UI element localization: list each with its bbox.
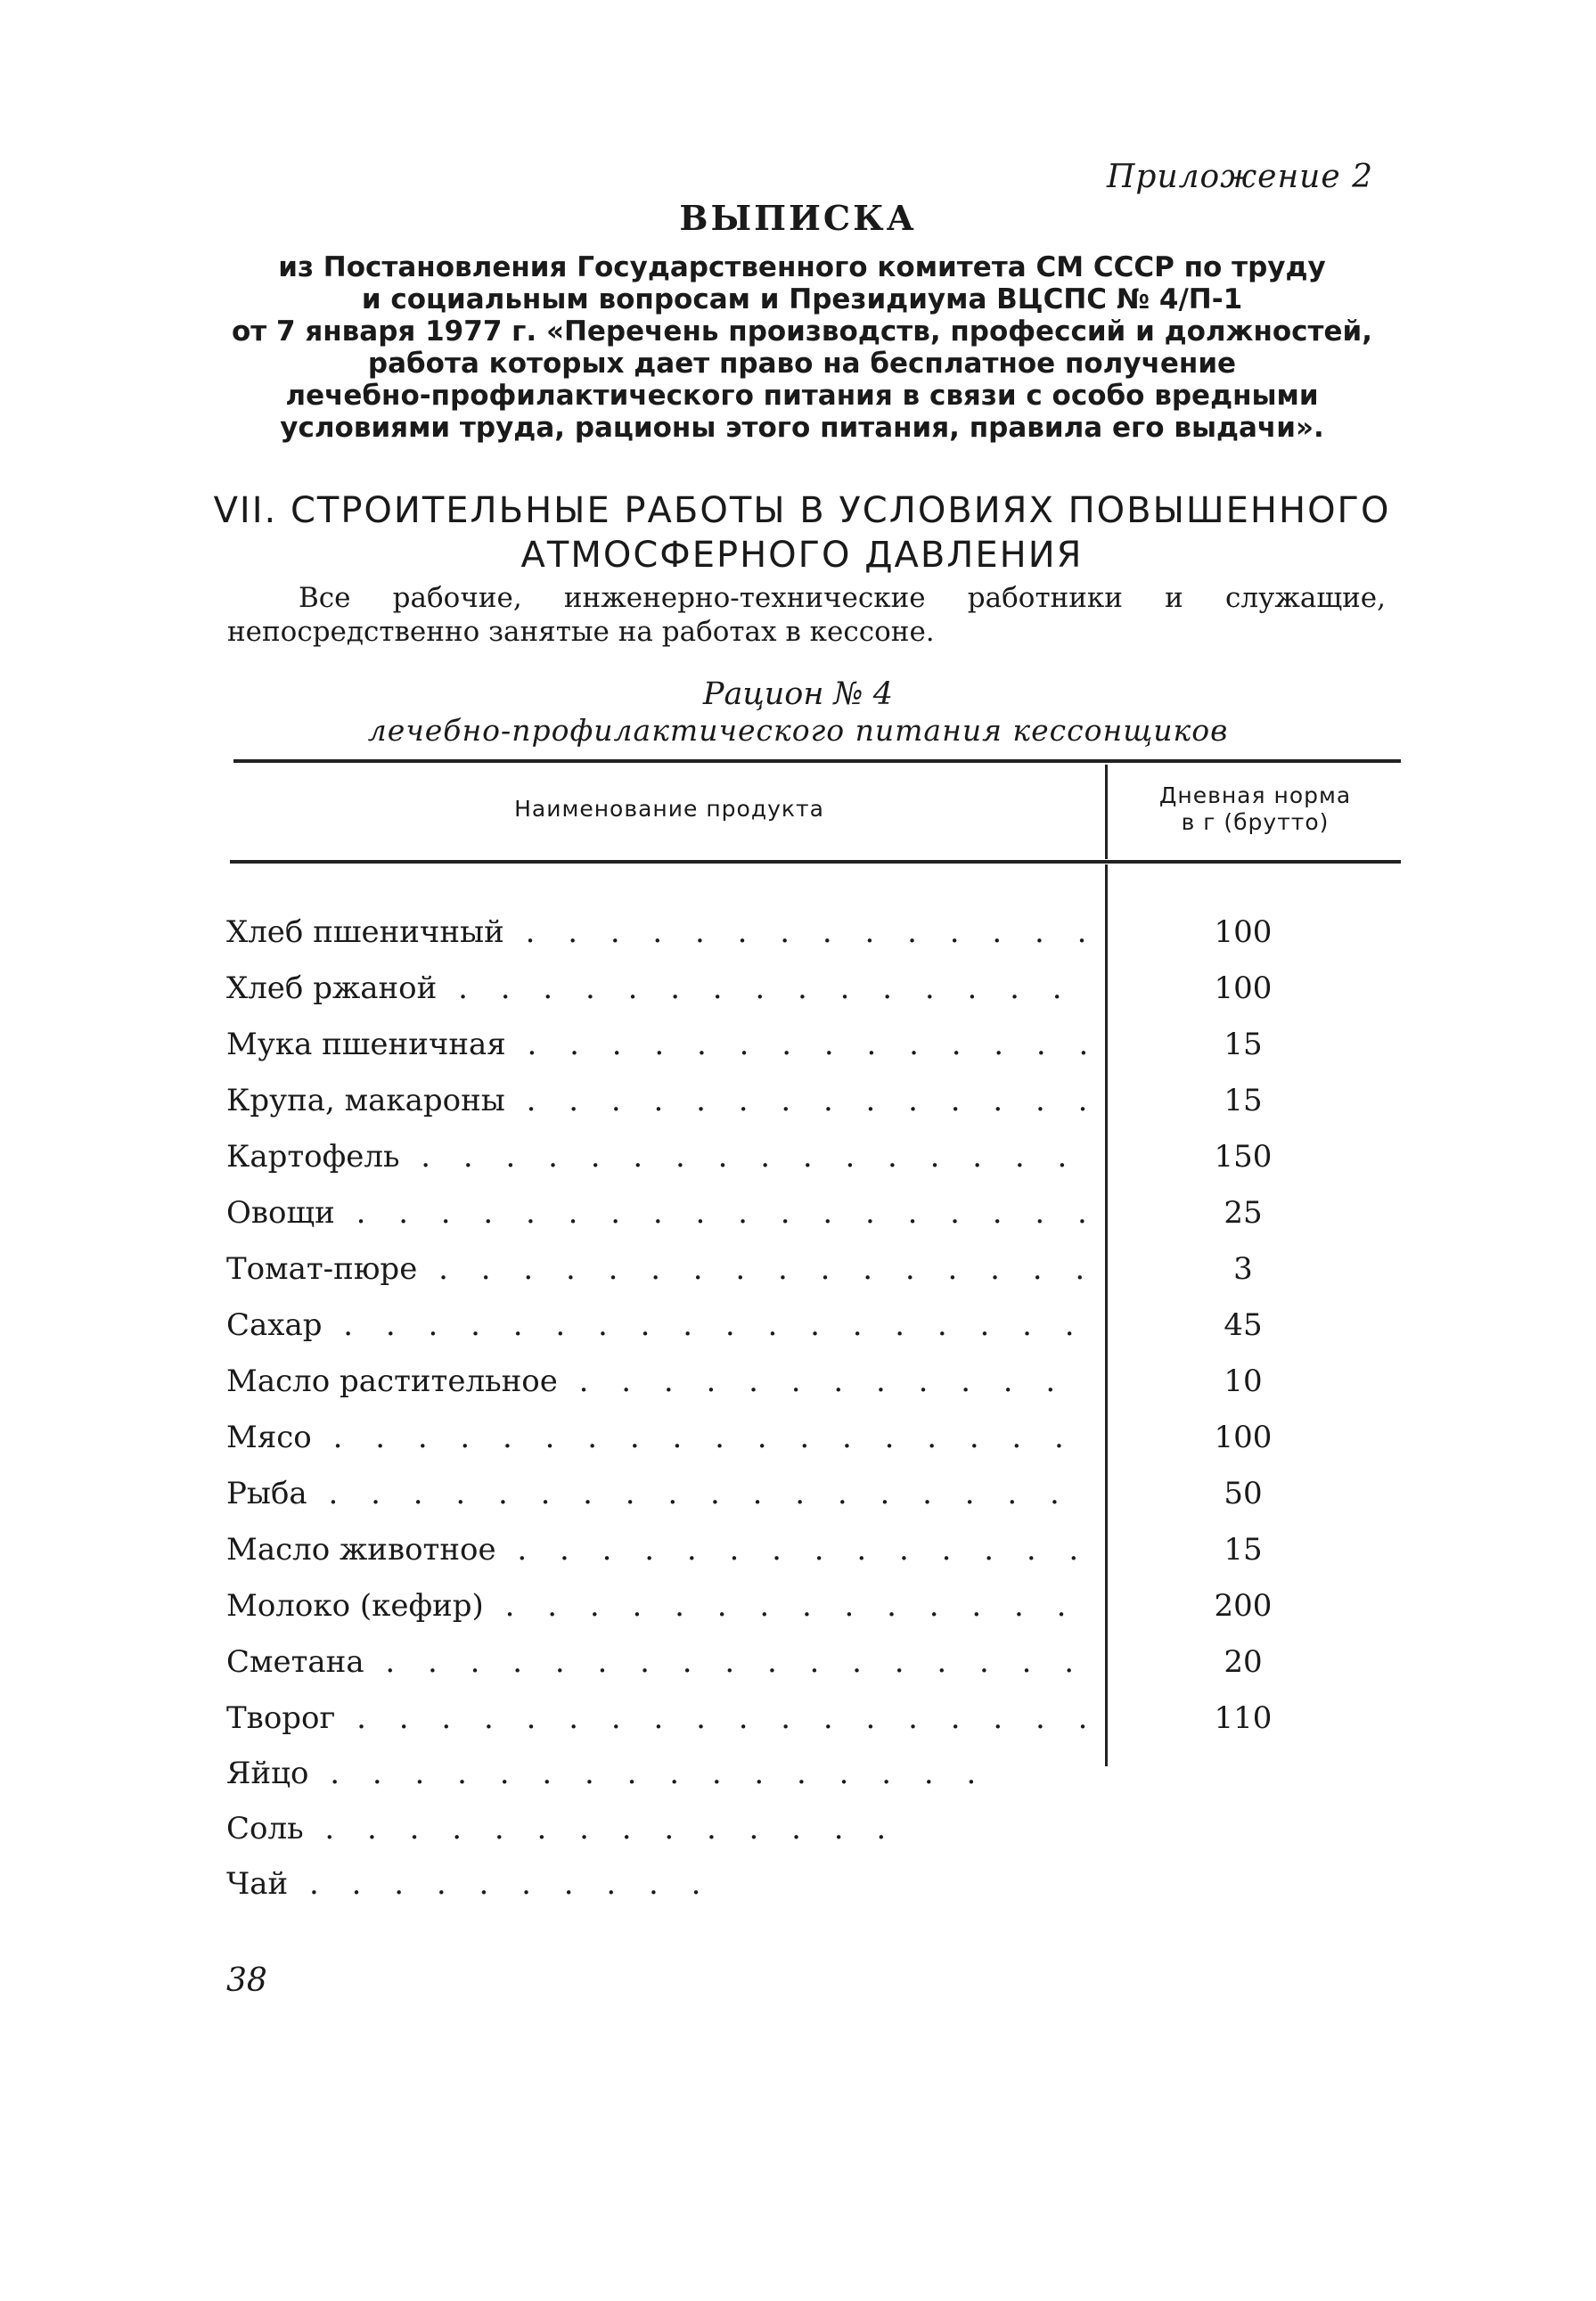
table-row-value: 100 [1214, 914, 1273, 950]
table-row-name: Томат-пюре . . . [226, 1242, 1091, 1296]
ration-subtitle: лечебно-профилактического питания кессонщиков [367, 713, 1229, 748]
table-header-divider [1105, 765, 1108, 859]
table-row-name: Хлеб пшеничный . . . [226, 905, 1091, 959]
source-line: и социальным вопросам и Президиума ВЦСПС № 4/П-1 [361, 283, 1243, 315]
table-row-name: Яйцо . . . [226, 1747, 975, 1800]
section-title-line: VII. СТРОИТЕЛЬНЫЕ РАБОТЫ В УСЛОВИЯХ ПОВЫШЕННОГО [213, 490, 1391, 531]
source-line: от 7 января 1977 г. «Перечень производств, профессий и должностей, [231, 315, 1373, 348]
table-row-name: Овощи . . . [226, 1186, 1091, 1240]
table-row-value: 10 [1224, 1363, 1263, 1399]
section-title-line: АТМОСФЕРНОГО ДАВЛЕНИЯ [520, 535, 1084, 576]
source-line: лечебно-профилактического питания в связи с особо вредными [285, 380, 1319, 412]
document-title: ВЫПИСКА [679, 198, 917, 238]
table-row-value [1109, 1857, 1377, 1911]
table-row-value: 20 [1224, 1644, 1263, 1680]
table-row-name: Рыба . . . [226, 1467, 1091, 1520]
table-row-value: 110 [1214, 1700, 1273, 1736]
table-row-name: Мука пшеничная . . . [226, 1018, 1091, 1071]
appendix-label: Приложение 2 [1107, 159, 1373, 195]
document-source [227, 251, 1377, 444]
table-row-value: 15 [1224, 1083, 1263, 1118]
column-header-norm-line: в г (брутто) [1181, 809, 1330, 835]
source-line: из Постановления Государственного комитета СМ СССР по труду [278, 251, 1326, 283]
table-row-value: 100 [1214, 970, 1273, 1006]
table-row-name: Чай . . . [226, 1857, 725, 1911]
table-row-value: 150 [1214, 1139, 1273, 1175]
section-title [205, 488, 1399, 577]
table-row-name: Масло животное . . . [226, 1523, 1091, 1576]
table-row-name: Картофель . . . [226, 1130, 1091, 1183]
table-top-rule [233, 759, 1401, 763]
table-row-value: 15 [1224, 1027, 1263, 1062]
table-header-rule [230, 860, 1401, 864]
source-line: работа которых дает право на бесплатное получение [367, 348, 1237, 380]
table-row-name: Хлеб ржаной . . . [226, 962, 1091, 1015]
table-row-value: 100 [1214, 1420, 1273, 1455]
source-line: условиями труда, рационы этого питания, правила его выдачи». [280, 412, 1324, 444]
ration-title: Рацион № 4 [702, 676, 894, 712]
table-row-value: 3 [1233, 1251, 1253, 1287]
table-row-name: Сахар . . . [226, 1298, 1091, 1352]
intro-paragraph: Все рабочие, инженерно-технические работники и служащие, непосредственно занятые на работах в кессоне. [227, 582, 1386, 648]
table-row-value: 25 [1224, 1195, 1263, 1231]
table-row-name: Творог . . . [226, 1691, 1091, 1745]
table-row-value: 200 [1214, 1588, 1273, 1624]
table-row-value [1109, 1747, 1377, 1800]
table-row-name: Молоко (кефир) . . . [226, 1579, 1091, 1633]
column-header-norm [1109, 782, 1401, 836]
table-body-divider [1105, 864, 1108, 1766]
column-header-product: Наименование продукта [514, 796, 824, 822]
table-row-name: Масло растительное . . . [226, 1355, 1091, 1408]
table-row-name: Мясо . . . [226, 1411, 1091, 1464]
table-row-value: 45 [1224, 1307, 1263, 1343]
page-number: 38 [226, 1962, 267, 1999]
table-row-value [1109, 1802, 1377, 1855]
column-header-norm-line: Дневная норма [1158, 782, 1352, 808]
table-row-name: Крупа, макароны . . . [226, 1074, 1091, 1127]
table-row-name: Сметана . . . [226, 1635, 1091, 1689]
table-row-name: Соль . . . [226, 1802, 886, 1855]
table-row-value: 15 [1224, 1532, 1263, 1568]
table-row-value: 50 [1224, 1476, 1263, 1511]
